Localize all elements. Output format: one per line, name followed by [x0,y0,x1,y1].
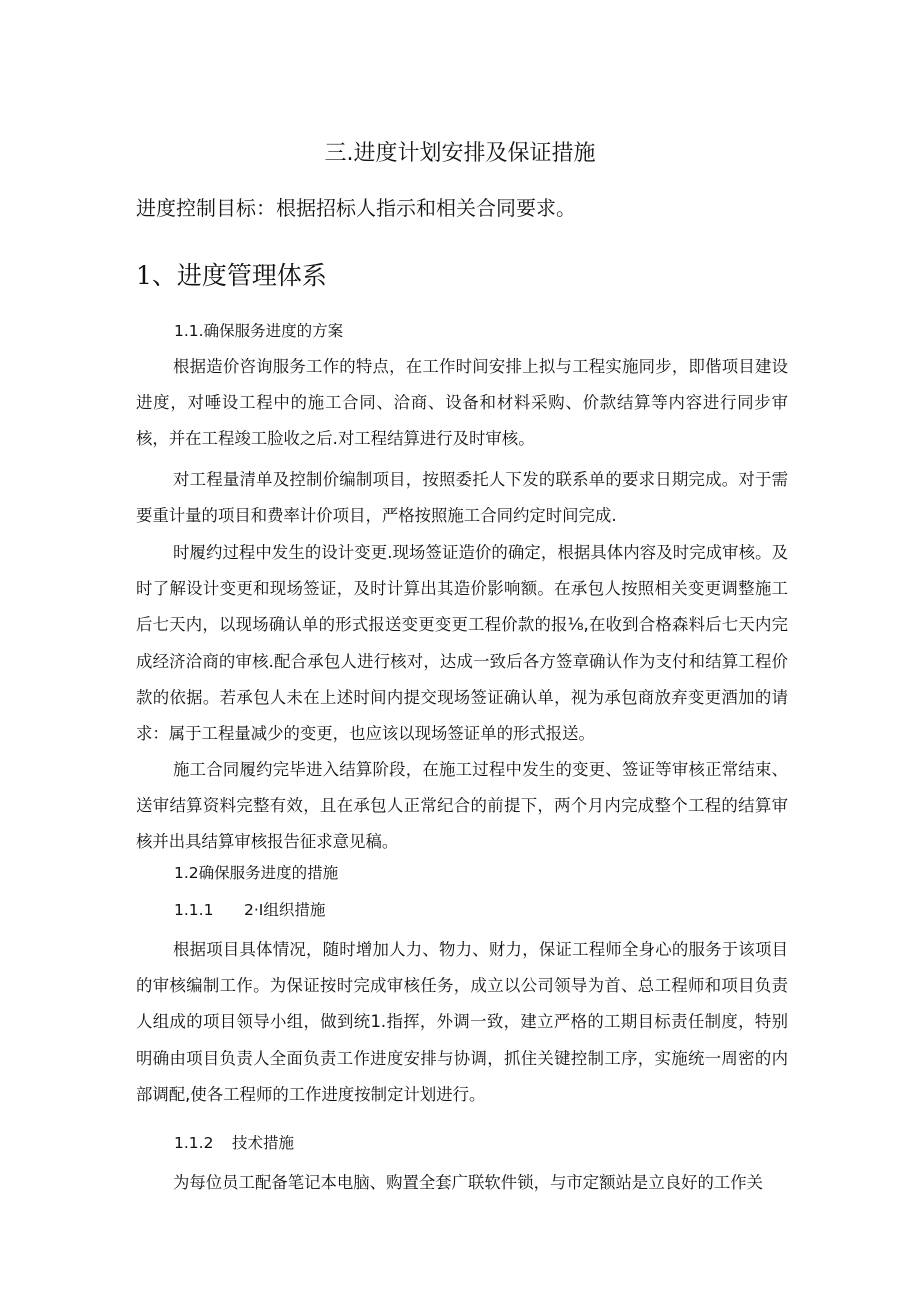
progress-goal: 进度控制目标：根据招标人指示和相关合同要求。 [136,196,576,220]
paragraph-bill-of-quantities: 对工程量清单及控制价编制项目，按照委托人下发的联系单的要求日期完成。对于需要重计量的项目和费率计价项目，严格按照施工合同约定时间完成. [136,470,788,526]
subsection-number: 1.1.2 [174,1134,214,1152]
paragraph-technical-measures: 为每位员工配备笔记本电脑、购置全套广联软件锁，与市定额站是立良好的工作关 [173,1173,764,1192]
subsection-number: 1.1.1 [174,901,214,919]
paragraph-organization-measures: 根据项目具体情况，随时增加人力、物力、财力，保证工程师全身心的服务于该项目的审核编制工作。为保证按时完成审核任务，成立以公司领导为首、总工程师和项目负责人组成的项目领导小组，做到统1.指挥，外调一致，建立严格的工期目标责任制度，特别明确由项目负责人全面负责工作进度安排与协调，抓住关键控制工序，实施统一周密的内部调配,使各工程师的工作进度按制定计划进行。 [136,940,788,1104]
subsection-heading-1-1-2 [174,1131,294,1155]
subsection-heading-1-2: 1.2确保服务进度的措施 [174,864,339,882]
paragraph-settlement: 施工合同履约完毕进入结算阶段，在施工过程中发生的变更、签证等审核正常结束、送审结算资料完整有效，且在承包人正常纪合的前提下，两个月内完成整个工程的结算审核并出具结算审核报告征求意见稿。 [136,760,788,852]
subsection-heading-1-1: 1.1.确保服务进度的方案 [174,322,344,340]
paragraph-design-changes: 时履约过程中发生的设计变更.现场签证造价的确定，根据具体内容及时完成审核。及时了解设计变更和现场签证，及时计算出其造价影响额。在承包人按照相关变更调整施工后七天内，以现场确认单的形式报送变更变更工程价款的报⅛,在收到合格森料后七天内完成经济洽商的审核.配合承包人进行核对，达成一致后各方签章确认作为支付和结算工程价款的依据。若承包人未在上述时间内提交现场签证确认单，视为承包商放弃变更酒加的请求：属于工程量减少的变更，也应该以现场签证单的形式报送。 [136,543,788,744]
section-heading-1: 1、进度管理体系 [136,261,327,290]
subsection-heading-1-1-1 [174,898,325,922]
paragraph-schedule-plan: 根据造价咨询服务工作的特点，在工作时间安排上拟与工程实施同步，即偕项目建设进度，对唾设工程中的施工合同、洽商、设备和材料采购、价款结算等内容进行同步审核，并在工程竣工脸收之后.对工程结算进行及时审核。 [136,357,788,449]
subsection-label: 2·I组织措施 [244,901,326,919]
subsection-label: 技术措施 [232,1134,295,1152]
document-title: 三.进度计划安排及保证措施 [324,141,596,166]
